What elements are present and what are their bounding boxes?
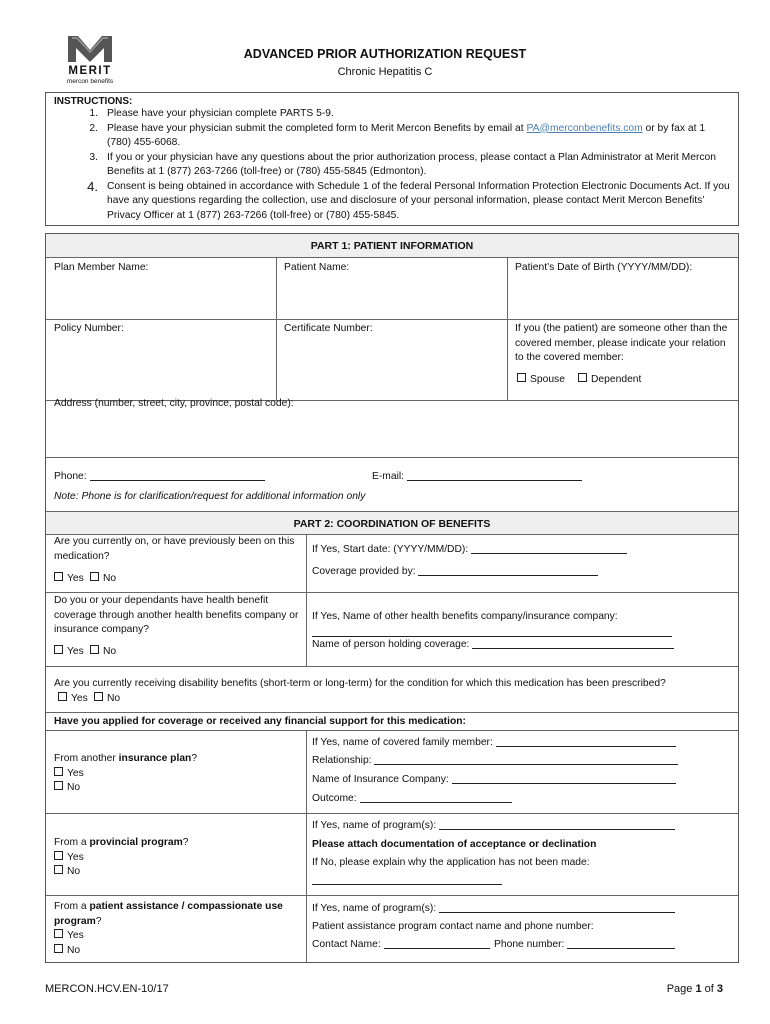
prov-yes-checkbox[interactable]: Yes <box>54 851 84 866</box>
instruction-item: 3. If you or your physician have any questions about the prior authorization process, please contact a Plan Administrator at Merit Mercon Benefits at 1 (877) 263-7266 (toll-free) or (780) 455-5845 (Edmonton). <box>89 151 716 177</box>
coverage-provided-field[interactable]: Coverage provided by: <box>312 565 598 580</box>
email-link[interactable]: PA@merconbenefits.com <box>526 122 643 134</box>
pap-yes-checkbox[interactable]: Yes <box>54 929 84 944</box>
pap-contact-name-field[interactable]: Contact Name: <box>312 938 490 953</box>
spouse-checkbox[interactable]: Spouse <box>517 373 565 388</box>
ins-yes-checkbox[interactable]: Yes <box>54 767 84 782</box>
other-company-field[interactable]: If Yes, Name of other health benefits company/insurance company: <box>312 611 618 622</box>
q1-yes-checkbox[interactable]: Yes <box>54 572 84 587</box>
instruction-item: 4. Consent is being obtained in accordance with Schedule 1 of the federal Personal Information Protection Electronic Documents Act. If you have any questions regarding the collection, use and disclosure of your personal information, please contact Merit Mercon Benefits’ Privacy Officer at 1 (877) 263-7266 (toll-free) or (780) 455-5845. <box>87 178 730 221</box>
provincial-program-name-field[interactable]: If Yes, name of program(s): <box>312 819 675 834</box>
current-medication-question: Are you currently on, or have previously been on this medication? <box>54 536 295 562</box>
pap-contact-prompt: Patient assistance program contact name and phone number: <box>312 921 594 932</box>
logo-name: MERIT <box>68 65 112 77</box>
q3-yes-checkbox[interactable]: Yes <box>58 692 88 707</box>
relationship-field[interactable]: Relationship: <box>312 754 678 769</box>
page-title: ADVANCED PRIOR AUTHORIZATION REQUEST <box>243 47 527 61</box>
prov-no-checkbox[interactable]: No <box>54 865 80 880</box>
pap-program-name-field[interactable]: If Yes, name of program(s): <box>312 902 675 917</box>
form-code: MERCON.HCV.EN-10/17 <box>45 983 169 995</box>
insurance-company-field[interactable]: Name of Insurance Company: <box>312 773 676 788</box>
patient-name-field[interactable]: Patient Name: <box>284 262 350 273</box>
instruction-item: 2. Please have your physician submit the completed form to Merit Mercon Benefits by email at PA@merconbenefits.com or by fax at 1 (780) 455-6068. <box>89 122 706 148</box>
application-form <box>45 233 739 963</box>
ins-no-checkbox[interactable]: No <box>54 781 80 796</box>
family-member-field[interactable]: If Yes, name of covered family member: <box>312 736 676 751</box>
relation-prompt: If you (the patient) are someone other than the covered member, please indicate your relation to the covered member: <box>515 323 728 363</box>
part1-title: PART 1: PATIENT INFORMATION <box>310 240 474 252</box>
page-number: Page 1 of 3 <box>666 983 723 995</box>
financial-support-question: Have you applied for coverage or received any financial support for this medication: <box>54 716 466 727</box>
q1-no-checkbox[interactable]: No <box>90 572 116 587</box>
provincial-program-question: From a provincial program? <box>54 837 189 848</box>
instruction-item: 1. Please have your physician complete PARTS 5-9. <box>89 108 334 119</box>
date-of-birth-field[interactable]: Patient’s Date of Birth (YYYY/MM/DD): <box>515 262 693 273</box>
coverage-holder-field[interactable]: Name of person holding coverage: <box>312 638 674 653</box>
part2-title: PART 2: COORDINATION OF BENEFITS <box>293 518 491 530</box>
email-field[interactable]: E-mail: <box>372 470 582 485</box>
other-coverage-question: Do you or your dependants have health benefit coverage through another health benefits company or insurance company? <box>54 595 299 635</box>
outcome-field[interactable]: Outcome: <box>312 792 512 807</box>
instructions-heading: INSTRUCTIONS: <box>54 96 133 107</box>
q2-yes-checkbox[interactable]: Yes <box>54 645 84 660</box>
q2-no-checkbox[interactable]: No <box>90 645 116 660</box>
disability-question: Are you currently receiving disability benefits (short-term or long-term) for the condition for which this medication has been prescribed? <box>54 678 666 689</box>
dependent-checkbox[interactable]: Dependent <box>578 373 641 388</box>
logo-subtitle: mercon benefits <box>66 78 114 85</box>
insurance-plan-question: From another insurance plan? <box>54 753 198 764</box>
start-date-field[interactable]: If Yes, Start date: (YYYY/MM/DD): <box>312 543 627 558</box>
policy-number-field[interactable]: Policy Number: <box>54 323 124 334</box>
plan-member-name-field[interactable]: Plan Member Name: <box>54 262 149 273</box>
other-company-line[interactable] <box>312 627 672 637</box>
patient-assistance-question: From a patient assistance / compassionate use program? <box>54 901 283 927</box>
pap-phone-field[interactable]: Phone number: <box>494 938 675 953</box>
certificate-number-field[interactable]: Certificate Number: <box>284 323 373 334</box>
instructions-box <box>45 92 739 226</box>
phone-field[interactable]: Phone: <box>54 470 265 485</box>
explain-field[interactable]: If No, please explain why the application has not been made: <box>312 857 590 868</box>
q3-no-checkbox[interactable]: No <box>94 692 120 707</box>
page-subtitle: Chronic Hepatitis C <box>337 66 433 78</box>
address-field[interactable]: Address (number, street, city, province, postal code): <box>54 398 294 409</box>
phone-note: Note: Phone is for clarification/request for additional information only <box>54 491 366 502</box>
pap-no-checkbox[interactable]: No <box>54 944 80 959</box>
explain-line[interactable] <box>312 875 502 885</box>
attach-documentation-note: Please attach documentation of acceptance or declination <box>312 839 597 850</box>
